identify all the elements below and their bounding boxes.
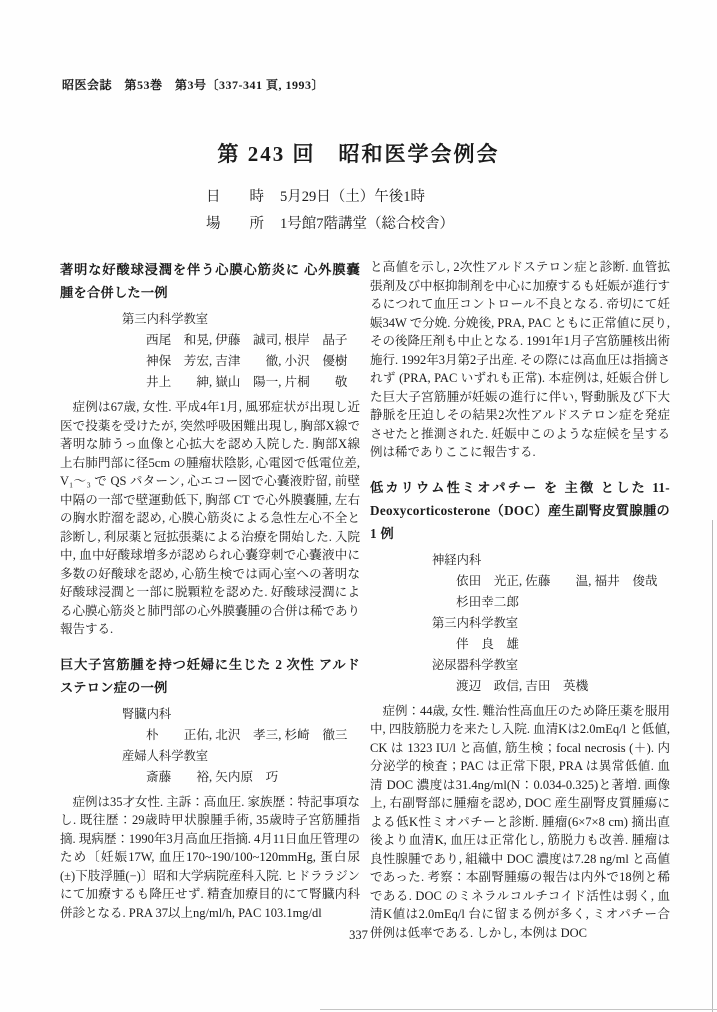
abstract-2 [60,653,360,923]
scan-edge-artifact [320,1009,717,1010]
abstract-3-affiliation-2: 第三内科学教室 [432,615,519,630]
abstract-2-body-continuation: と高値を示し, 2次性アルドステロン症と診断. 血管拡張剤及び中枢抑制剤を中心に加療するも妊娠が進行するにつれて血圧コントロール不良となる. 帝切にて妊娠34W で分娩. 分娩後, PRA, PAC ともに正常値に戻り, その後降圧剤も中止となる. 1991年1月子宮筋腫核出術施行. 1992年3月第2子出産. その際には高血圧は指摘されず (PRA, PAC いずれも正常). 本症例は, 妊娠合併した巨大子宮筋腫が妊娠の進行に伴い, 腎動脈及び下大静脈を圧迫しその結果2次性アルドステロン症を発症させたと推測された. 妊娠中このような症候を呈する例は稀でありここに報告する. [370,260,671,459]
abstract-3-authors-line: 渡辺 政信, 吉田 英機 [456,678,589,693]
abstract-1-affiliation: 第三内科学教室 [122,312,209,326]
meeting-place-row [206,211,454,238]
abstract-3-authors-line: 伴 良 雄 [456,636,519,651]
abstract-3-body: 症例：44歳, 女性. 難治性高血圧のため降圧薬を服用中, 四肢筋脱力を来たし入院. 血清Kは2.0mEq/l と低値, CK は 1323 IU/l と高値, 筋生検；focal necrosis (＋). 内分泌学的検査；PAC は正常下限, PRA は異常低値. 血清 DOC 濃度は31.4ng/ml(N：0.034-0.325)と著増. 画像上, 右副腎部に腫瘤を認め, DOC 産生副腎皮質腫瘍による低K性ミオパチーと診断. 腫瘤(6×7×8 cm) 摘出直後より血清K, 血圧は正常化し, 筋脱力も改善. 腫瘤は良性腺腫であり, 組織中 DOC 濃度は7.28 ng/ml と高値であった. 考察：本副腎腫瘍の報告は内外で18例と稀である. DOC のミネラルコルチコイド活性は弱く, 血清K値は2.0mEq/l 台に留まる例が多く, ミオパチー合併例は低率である. しかし, 本例は DOC [370,703,671,940]
journal-citation-header: 昭医会誌 第53巻 第3号〔337-341 頁, 1993〕 [62,78,324,92]
two-column-layout [60,258,670,942]
abstract-1-title: 著明な好酸球浸潤を伴う心膜心筋炎に 心外膜嚢腫を合併した一例 [60,262,360,300]
scan-edge-artifact [712,520,713,1012]
abstract-2-authors-line: 斎藤 裕, 矢内原 巧 [146,769,279,784]
meeting-date-value: 5月29日（土）午後1時 [280,189,425,205]
page-number: 337 [349,928,368,942]
abstract-3-title: 低カリウム性ミオパチー を 主徴 とした 11-Deoxycorticosterone（DOC）産生副腎皮質腺腫の 1 例 [370,479,670,541]
abstract-2-body-left: 症例は35才女性. 主訴：高血圧. 家族歴：特記事項なし. 既往歴：29歳時甲状腺腫手術, 35歳時子宮筋腫指摘. 現病歴：1990年3月高血圧指摘. 4月11日血圧管理のため〔妊娠17W, 血圧170~190/100~120mmHg, 蛋白尿(±)下肢浮腫(−)〕昭和大学病院産科入院. ヒドララジンにて加療するも降圧せず. 精査加療目的にて腎臓内科併診となる. PRA 37以上ng/ml/h, PAC 103.1mg/dl [60,794,361,920]
meeting-info [206,184,454,238]
abstract-1-authors-line: 神保 芳宏, 吉津 徹, 小沢 優樹 [146,354,348,368]
meeting-place-value: 1号館7階講堂（総合校舎） [280,216,454,232]
abstract-3-authors-line: 杉田幸二郎 [456,594,519,609]
abstract-3 [370,476,670,943]
abstract-1 [60,258,360,639]
abstract-3-affiliation-3: 泌尿器科学教室 [432,657,519,672]
right-column [370,258,670,942]
abstract-1-authors-line: 井上 紳, 嶽山 陽一, 片桐 敬 [146,375,348,389]
abstract-1-authors-line: 西尾 和晃, 伊藤 誠司, 根岸 晶子 [146,333,348,347]
abstract-3-affiliation-1: 神経内科 [432,552,482,567]
abstract-2-affiliation-1: 腎臓内科 [122,706,172,721]
left-column [60,258,360,942]
abstract-2-affiliation-2: 産婦人科学教室 [122,748,209,763]
meeting-date-label: 日 時 [206,189,264,205]
abstract-2-authors-line: 朴 正佑, 北沢 孝三, 杉崎 徹三 [146,727,348,742]
abstract-2-title: 巨大子宮筋腫を持つ妊婦に生じた 2 次性 アルドステロン症の一例 [60,656,360,695]
abstract-3-authors-line: 依田 光正, 佐藤 温, 福井 俊哉 [456,573,658,588]
meeting-place-label: 場 所 [206,216,264,232]
page-title: 第 243 回 昭和医学会例会 [217,142,500,166]
meeting-date-row [206,184,454,211]
abstract-1-body: 症例は67歳, 女性. 平成4年1月, 風邪症状が出現し近医で投薬を受けたが, 突然呼吸困難出現し, 胸部X線で著明な肺うっ血像と心拡大を認め入院した. 胸部X線上右肺門部に径5cm の腫瘤状陰影, 心電図で低電位差, V₁～₃ で QS パターン, 心エコー図で心嚢液貯留, 前壁中隔の一部で壁運動低下, 胸部 CT で心外膜嚢腫, 左右の胸水貯溜を認め, 心膜心筋炎による急性左心不全と診断し, 利尿薬と冠拡張薬による治療を開始した. 入院中, 血中好酸球増多が認められ心嚢穿刺で心嚢液中に多数の好酸球を認め, 心筋生検では両心室への著明な好酸球浸潤と一部に脱顆粒を認めた. 好酸球浸潤による心膜心筋炎と肺門部の心外膜嚢腫の合併は稀であり報告する. [60,400,361,636]
